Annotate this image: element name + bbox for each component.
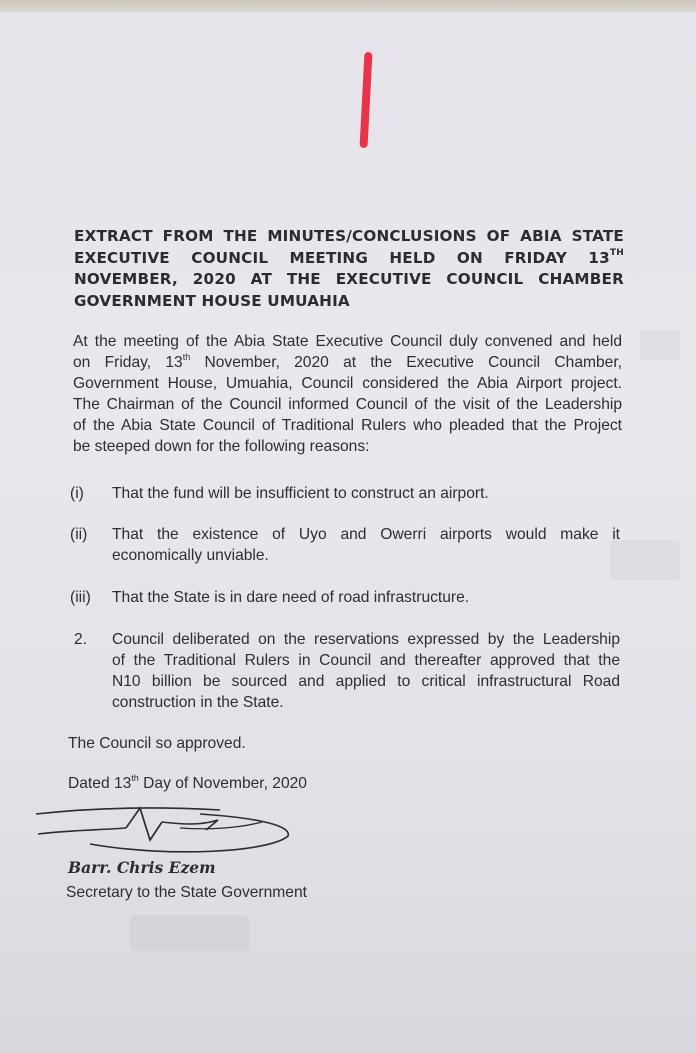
heading-text: EXECUTIVE COUNCIL MEETING HELD ON FRIDAY 13 [74, 248, 610, 267]
paragraph-line: of the Abia State Council of Traditional Rulers who pleaded that the Project [73, 417, 622, 434]
paragraph-line: At the meeting of the Abia State Executive Council duly convened and held [73, 333, 622, 350]
reason-line: That the existence of Uyo and Owerri airports would make it [112, 526, 620, 543]
date-text: Day of November, 2020 [138, 775, 307, 792]
paragraph-text: on Friday, 13 [73, 354, 183, 371]
paragraph-line [73, 352, 622, 373]
reason-number: (i) [70, 485, 84, 502]
approval-statement: The Council so approved. [68, 735, 246, 752]
reason-number: (ii) [70, 526, 88, 543]
reason-text [112, 483, 620, 504]
signer-title: Secretary to the State Government [66, 884, 307, 901]
paragraph-line: The Chairman of the Council informed Council of the visit of the Leadership [73, 396, 622, 413]
red-pen-mark [359, 52, 372, 148]
reason-line: That the State is in dare need of road infrastructure. [112, 589, 470, 606]
heading-line: GOVERNMENT HOUSE UMUAHIA [74, 291, 350, 310]
date-line [68, 773, 307, 794]
resolution-line: of the Traditional Rulers in Council and thereafter approved that the [112, 652, 620, 669]
paragraph-line: Government House, Umuahia, Council considered the Abia Airport project. [73, 375, 622, 392]
handwritten-signature [30, 800, 300, 862]
intro-paragraph [73, 331, 622, 457]
reason-line: That the fund will be insufficient to construct an airport. [112, 485, 489, 502]
resolution-number: 2. [74, 631, 88, 648]
signer-name: Barr. Chris Ezem [68, 858, 216, 877]
resolution-text [112, 629, 620, 713]
paper-top-edge [0, 0, 696, 12]
superscript: TH [609, 248, 624, 259]
heading-line [74, 248, 624, 270]
bleed-through-mark [640, 330, 680, 360]
date-text: Dated 13 [68, 775, 132, 792]
resolution-line: N10 billion be sourced and applied to critical infrastructural Road [112, 673, 620, 690]
superscript: th [182, 351, 191, 362]
reason-text [112, 587, 620, 608]
heading-line: NOVEMBER, 2020 AT THE EXECUTIVE COUNCIL CHAMBER [74, 270, 624, 288]
bleed-through-mark [610, 540, 680, 580]
reason-number: (iii) [70, 589, 91, 606]
paragraph-line: be steeped down for the following reasons: [73, 438, 370, 455]
reason-line: economically unviable. [112, 547, 269, 564]
resolution-line: Council deliberated on the reservations expressed by the Leadership [112, 631, 620, 648]
paragraph-text: November, 2020 at the Executive Council Chamber, [190, 354, 622, 371]
bleed-through-mark [130, 915, 250, 951]
heading-line: EXTRACT FROM THE MINUTES/CONCLUSIONS OF ABIA STATE [74, 227, 624, 245]
superscript: th [131, 772, 139, 783]
document-heading [74, 226, 624, 312]
resolution-line: construction in the State. [112, 694, 284, 711]
reason-text [112, 524, 620, 566]
